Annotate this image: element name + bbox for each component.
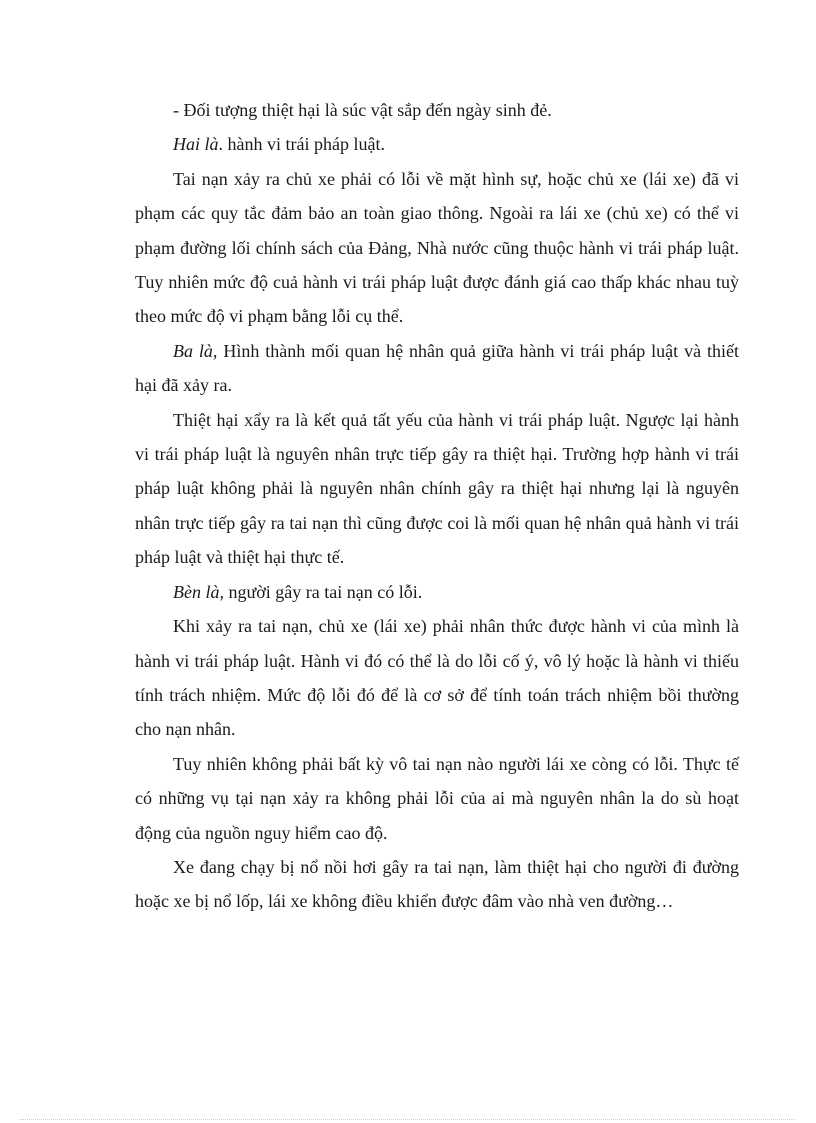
paragraph-7 <box>135 609 739 747</box>
paragraph-2 <box>135 127 739 161</box>
paragraph-6-text: người gây ra tai nạn có lỗi. <box>224 581 423 602</box>
paragraph-8 <box>135 747 739 850</box>
paragraph-1 <box>135 93 739 127</box>
page-bottom-divider <box>20 1119 796 1120</box>
document-body <box>135 93 739 919</box>
paragraph-3 <box>135 162 739 334</box>
paragraph-5 <box>135 403 739 575</box>
paragraph-4 <box>135 334 739 403</box>
paragraph-7-text: Khi xảy ra tai nạn, chủ xe (lái xe) phải nhân thức được hành vi của mình là hành vi trái pháp luật. Hành vi đó có thể là do lỗi cố ý, vô lý hoặc là hành vi thiếu tính trách nhiệm. Mức độ lỗi đó để là cơ sở để tính toán trách nhiệm bồi thường cho nạn nhân. <box>135 616 739 740</box>
paragraph-9-text: Xe đang chạy bị nổ nồi hơi gây ra tai nạn, làm thiệt hại cho người đi đường hoặc xe bị nổ lốp, lái xe không điều khiển được đâm vào nhà ven đường… <box>135 856 739 912</box>
paragraph-6 <box>135 575 739 609</box>
paragraph-9 <box>135 850 739 919</box>
paragraph-4-text: Hình thành mối quan hệ nhân quả giữa hành vi trái pháp luật và thiết hại đã xảy ra. <box>135 340 740 396</box>
paragraph-1-text: - Đối tượng thiệt hại là súc vật sắp đến ngày sinh đẻ. <box>173 100 552 120</box>
paragraph-6-lead: Bèn là, <box>173 581 224 602</box>
paragraph-4-lead: Ba là, <box>173 340 218 361</box>
paragraph-3-text: Tai nạn xảy ra chủ xe phải có lỗi về mặt hình sự, hoặc chủ xe (lái xe) đã vi phạm các quy tắc đảm bảo an toàn giao thông. Ngoài ra lái xe (chủ xe) có thể vi phạm đường lối chính sách của Đảng, Nhà nước cũng thuộc hành vi trái pháp luật. Tuy nhiên mức độ cuả hành vi trái pháp luật được đánh giá cao thấp khác nhau tuỳ theo mức độ vi phạm bằng lỗi cụ thể. <box>135 168 739 327</box>
paragraph-8-text: Tuy nhiên không phải bất kỳ vô tai nạn nào người lái xe còng có lỗi. Thực tế có những vụ tại nạn xảy ra không phải lỗi của ai mà nguyên nhân la do sù hoạt động của nguồn nguy hiểm cao độ. <box>135 753 739 843</box>
paragraph-5-text: Thiệt hại xẩy ra là kết quả tất yếu của hành vi trái pháp luật. Ngược lại hành vi trái pháp luật là nguyên nhân trực tiếp gây ra thiệt hại. Trường hợp hành vi trái pháp luật không phải là nguyên nhân chính gây ra thiệt hại nhưng lại là nguyên nhân trực tiếp gây ra tai nạn thì cũng được coi là mối quan hệ nhân quả hành vi trái pháp luật và thiệt hại thực tế. <box>135 409 739 568</box>
paragraph-2-text: . hành vi trái pháp luật. <box>218 134 385 155</box>
paragraph-2-lead: Hai là <box>173 134 219 155</box>
